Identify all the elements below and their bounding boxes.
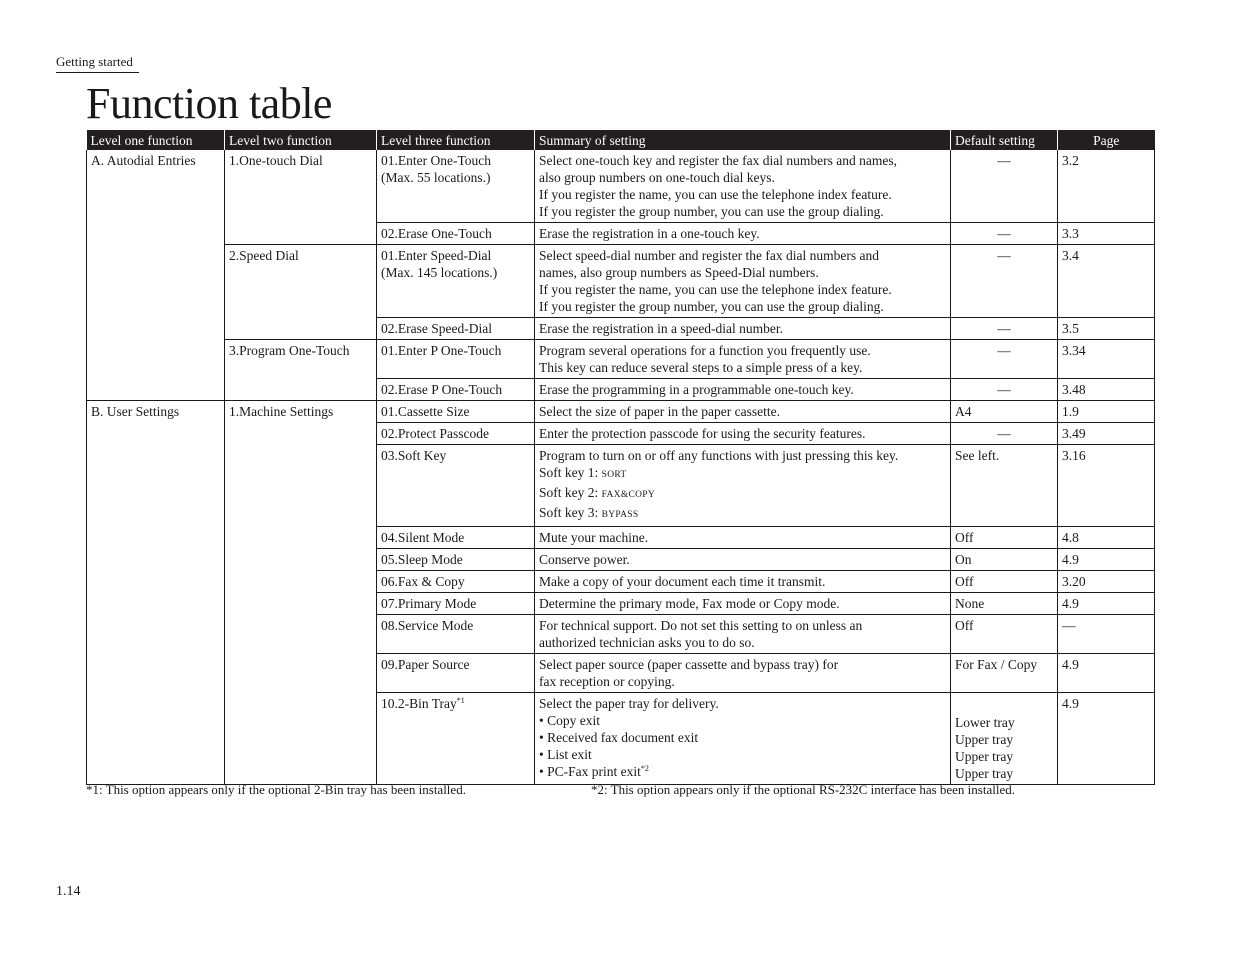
level-three-cell: 09.Paper Source <box>377 654 535 693</box>
summary-cell: Make a copy of your document each time it transmit. <box>535 571 951 593</box>
page-cell: 3.5 <box>1058 318 1155 340</box>
summary-cell: Conserve power. <box>535 549 951 571</box>
section-header: Getting started <box>56 54 139 73</box>
page-cell: 1.9 <box>1058 401 1155 423</box>
soft-key-1-value: SORT <box>601 470 627 480</box>
page-cell: 4.8 <box>1058 527 1155 549</box>
summary-cell: For technical support. Do not set this setting to on unless an authorized technician asks you to do so. <box>535 615 951 654</box>
default-cell: — <box>951 223 1058 245</box>
col-header-page: Page <box>1058 130 1155 150</box>
level-three-cell: 02.Erase One-Touch <box>377 223 535 245</box>
page-cell: 3.4 <box>1058 245 1155 318</box>
level-one-cell: A. Autodial Entries <box>87 150 225 401</box>
level-three-cell: 08.Service Mode <box>377 615 535 654</box>
level-three-cell: 03.Soft Key <box>377 445 535 527</box>
default-cell: Off <box>951 615 1058 654</box>
summary-cell: Erase the registration in a one-touch key. <box>535 223 951 245</box>
summary-cell: Select one-touch key and register the fax dial numbers and names, also group numbers on one-touch dial keys. If you register the name, you can use the telephone index feature. If you register the group number, you can use the group dialing. <box>535 150 951 223</box>
table-row <box>87 340 1155 379</box>
level-three-cell: 06.Fax & Copy <box>377 571 535 593</box>
footnote-2: *2: This option appears only if the optional RS-232C interface has been installed. <box>591 782 1015 797</box>
table-row <box>87 150 1155 223</box>
summary-cell: Mute your machine. <box>535 527 951 549</box>
page-cell: 4.9 <box>1058 693 1155 785</box>
level-two-cell: 1.One-touch Dial <box>225 150 377 245</box>
level-three-cell: 02.Protect Passcode <box>377 423 535 445</box>
footnote-1: *1: This option appears only if the optional 2-Bin tray has been installed. <box>86 782 466 797</box>
summary-cell: Select the size of paper in the paper cassette. <box>535 401 951 423</box>
page-cell: 3.16 <box>1058 445 1155 527</box>
level-two-cell: 3.Program One-Touch <box>225 340 377 401</box>
default-cell: — <box>951 150 1058 223</box>
default-cell: Off <box>951 571 1058 593</box>
page-cell: 4.9 <box>1058 654 1155 693</box>
default-cell: A4 <box>951 401 1058 423</box>
table-header-row <box>87 130 1155 150</box>
level-three-cell: 07.Primary Mode <box>377 593 535 615</box>
table-row <box>87 401 1155 423</box>
function-table <box>86 130 1155 785</box>
page-title: Function table <box>86 79 332 128</box>
level-three-cell: 10.2-Bin Tray$^{*1}$ <box>377 693 535 785</box>
default-cell: — <box>951 340 1058 379</box>
default-cell: — <box>951 318 1058 340</box>
summary-cell: Enter the protection passcode for using the security features. <box>535 423 951 445</box>
default-cell: None <box>951 593 1058 615</box>
level-three-cell: 04.Silent Mode <box>377 527 535 549</box>
default-cell: See left. <box>951 445 1058 527</box>
page-cell: 3.2 <box>1058 150 1155 223</box>
soft-key-3-value: BYPASS <box>601 510 639 520</box>
table-row <box>87 245 1155 318</box>
footnote-ref-1: *1 <box>456 696 465 705</box>
summary-cell: Program several operations for a function you frequently use. This key can reduce several steps to a simple press of a key. <box>535 340 951 379</box>
page-cell: — <box>1058 615 1155 654</box>
level-two-cell: 1.Machine Settings <box>225 401 377 785</box>
page-cell: 3.20 <box>1058 571 1155 593</box>
soft-key-2-value: FAX&COPY <box>601 490 656 500</box>
summary-cell: Select paper source (paper cassette and bypass tray) for fax reception or copying. <box>535 654 951 693</box>
page-number: 1.14 <box>56 884 81 899</box>
page-cell: 3.49 <box>1058 423 1155 445</box>
page-cell: 4.9 <box>1058 593 1155 615</box>
summary-cell: Program to turn on or off any functions with just pressing this key. Soft key 1: SORT Soft key 2: FAX&COPY Soft key 3: BYPASS <box>535 445 951 527</box>
col-header-level-three: Level three function <box>377 130 535 150</box>
level-three-cell: 01.Enter One-Touch (Max. 55 locations.) <box>377 150 535 223</box>
level-three-cell: 02.Erase P One-Touch <box>377 379 535 401</box>
summary-cell: Determine the primary mode, Fax mode or Copy mode. <box>535 593 951 615</box>
col-header-summary: Summary of setting <box>535 130 951 150</box>
summary-cell: Select speed-dial number and register the fax dial numbers and names, also group numbers as Speed-Dial numbers. If you register the name, you can use the telephone index feature. If you register the group number, you can use the group dialing. <box>535 245 951 318</box>
level-one-cell: B. User Settings <box>87 401 225 785</box>
page-cell: 4.9 <box>1058 549 1155 571</box>
level-three-cell: 05.Sleep Mode <box>377 549 535 571</box>
page-cell: 3.3 <box>1058 223 1155 245</box>
level-three-cell: 01.Enter P One-Touch <box>377 340 535 379</box>
level-three-cell: 02.Erase Speed-Dial <box>377 318 535 340</box>
default-cell: — <box>951 245 1058 318</box>
col-header-level-two: Level two function <box>225 130 377 150</box>
level-three-cell: 01.Enter Speed-Dial (Max. 145 locations.) <box>377 245 535 318</box>
footnote-ref-2: *2 <box>640 764 649 773</box>
summary-cell: Erase the registration in a speed-dial number. <box>535 318 951 340</box>
summary-cell: Select the paper tray for delivery. • Copy exit • Received fax document exit • List exit • PC-Fax print exit$^{*2}$ <box>535 693 951 785</box>
default-cell: Off <box>951 527 1058 549</box>
col-header-default: Default setting <box>951 130 1058 150</box>
level-three-cell: 01.Cassette Size <box>377 401 535 423</box>
default-cell: — <box>951 379 1058 401</box>
default-cell: For Fax / Copy <box>951 654 1058 693</box>
default-cell: Lower tray Upper tray Upper tray Upper tray <box>951 693 1058 785</box>
page-cell: 3.34 <box>1058 340 1155 379</box>
col-header-level-one: Level one function <box>87 130 225 150</box>
level-two-cell: 2.Speed Dial <box>225 245 377 340</box>
summary-cell: Erase the programming in a programmable one-touch key. <box>535 379 951 401</box>
default-cell: — <box>951 423 1058 445</box>
default-cell: On <box>951 549 1058 571</box>
page-cell: 3.48 <box>1058 379 1155 401</box>
